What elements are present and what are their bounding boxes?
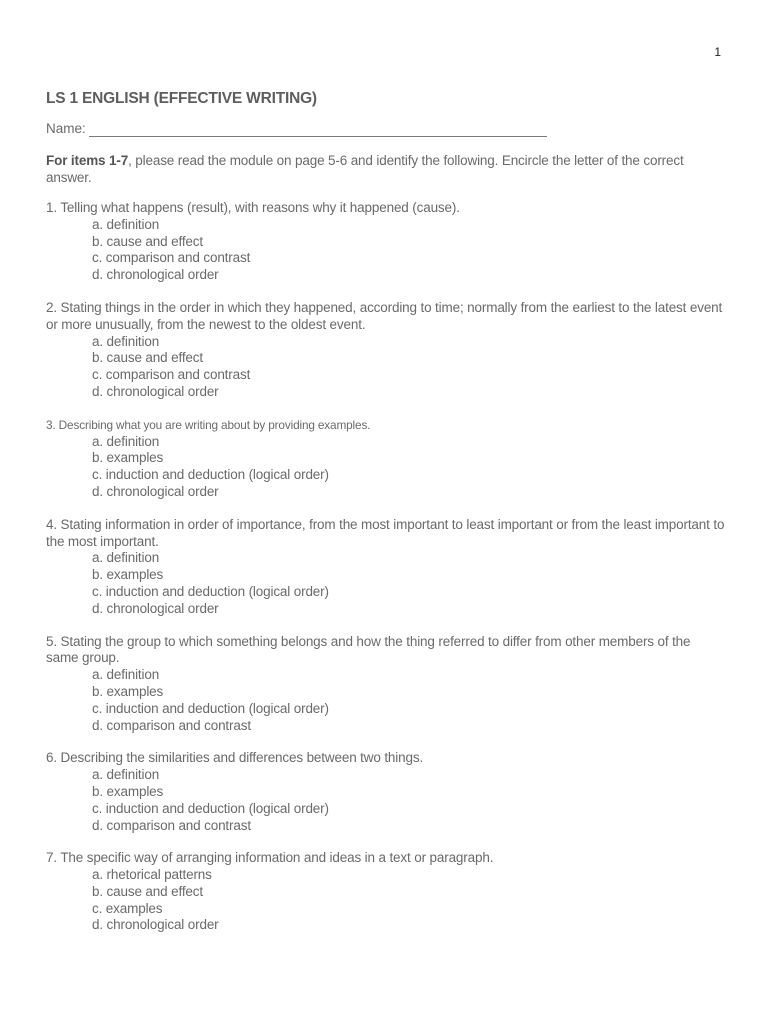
- answer-options: [46, 217, 726, 284]
- question-item-1: [46, 200, 726, 284]
- option-b: b. cause and effect: [92, 350, 203, 366]
- answer-options: [46, 667, 726, 734]
- question-item-2: [46, 300, 726, 401]
- question-item-5: [46, 634, 726, 735]
- instructions: [46, 152, 726, 186]
- option-c: c. induction and deduction (logical order): [92, 467, 329, 483]
- question-text: 4. Stating information in order of importance, from the most important to least important or from the least important to the most important.: [46, 516, 725, 549]
- option-a: a. rhetorical patterns: [92, 867, 212, 883]
- answer-options: [46, 434, 726, 501]
- option-a: a. definition: [92, 433, 160, 449]
- name-blank-line[interactable]: [89, 123, 547, 137]
- option-d: d. chronological order: [92, 383, 219, 399]
- page-number: 1: [714, 45, 721, 59]
- option-c: c. comparison and contrast: [92, 367, 251, 383]
- option-b: b. examples: [92, 683, 164, 699]
- option-a: a. definition: [92, 667, 160, 683]
- option-b: b. cause and effect: [92, 233, 203, 249]
- question-text: 2. Stating things in the order in which they happened, according to time; normally from the earliest to the latest event or more unusually, from the newest to the oldest event.: [46, 299, 723, 332]
- question-item-7: [46, 850, 726, 934]
- option-a: a. definition: [92, 550, 160, 566]
- question-text: 3. Describing what you are writing about by providing examples.: [46, 417, 371, 432]
- option-d: d. comparison and contrast: [92, 717, 251, 733]
- question-item-4: [46, 517, 726, 618]
- question-text: 5. Stating the group to which something belongs and how the thing referred to differ from other members of the same group.: [46, 633, 691, 666]
- instructions-bold: For items 1-7: [46, 153, 129, 168]
- option-c: c. induction and deduction (logical order): [92, 800, 329, 816]
- option-a: a. definition: [92, 216, 160, 232]
- question-item-3: [46, 417, 726, 501]
- document-body: [46, 88, 726, 934]
- option-b: b. examples: [92, 783, 164, 799]
- question-item-6: [46, 750, 726, 834]
- question-text: 1. Telling what happens (result), with reasons why it happened (cause).: [46, 200, 460, 215]
- answer-options: [46, 867, 726, 934]
- question-text: 6. Describing the similarities and differences between two things.: [46, 750, 424, 766]
- option-c: c. comparison and contrast: [92, 250, 251, 266]
- option-c: c. induction and deduction (logical order): [92, 700, 329, 716]
- answer-options: [46, 767, 726, 834]
- instructions-text: , please read the module on page 5-6 and identify the following. Encircle the letter of the correct answer.: [46, 153, 684, 185]
- document-title: LS 1 ENGLISH (EFFECTIVE WRITING): [46, 90, 317, 107]
- option-d: d. chronological order: [92, 600, 219, 616]
- option-c: c. examples: [92, 900, 163, 916]
- option-a: a. definition: [92, 333, 160, 349]
- option-d: d. chronological order: [92, 267, 219, 283]
- option-d: d. chronological order: [92, 483, 219, 499]
- option-d: d. comparison and contrast: [92, 817, 251, 833]
- answer-options: [46, 550, 726, 617]
- name-field-row: [46, 120, 726, 137]
- question-text: 7. The specific way of arranging information and ideas in a text or paragraph.: [46, 850, 494, 866]
- option-c: c. induction and deduction (logical order): [92, 583, 329, 599]
- answer-options: [46, 334, 726, 401]
- option-d: d. chronological order: [92, 917, 219, 933]
- option-a: a. definition: [92, 767, 160, 783]
- option-b: b. cause and effect: [92, 883, 203, 899]
- option-b: b. examples: [92, 567, 164, 583]
- option-b: b. examples: [92, 450, 164, 466]
- question-list: [46, 200, 726, 934]
- name-label: Name:: [46, 121, 86, 136]
